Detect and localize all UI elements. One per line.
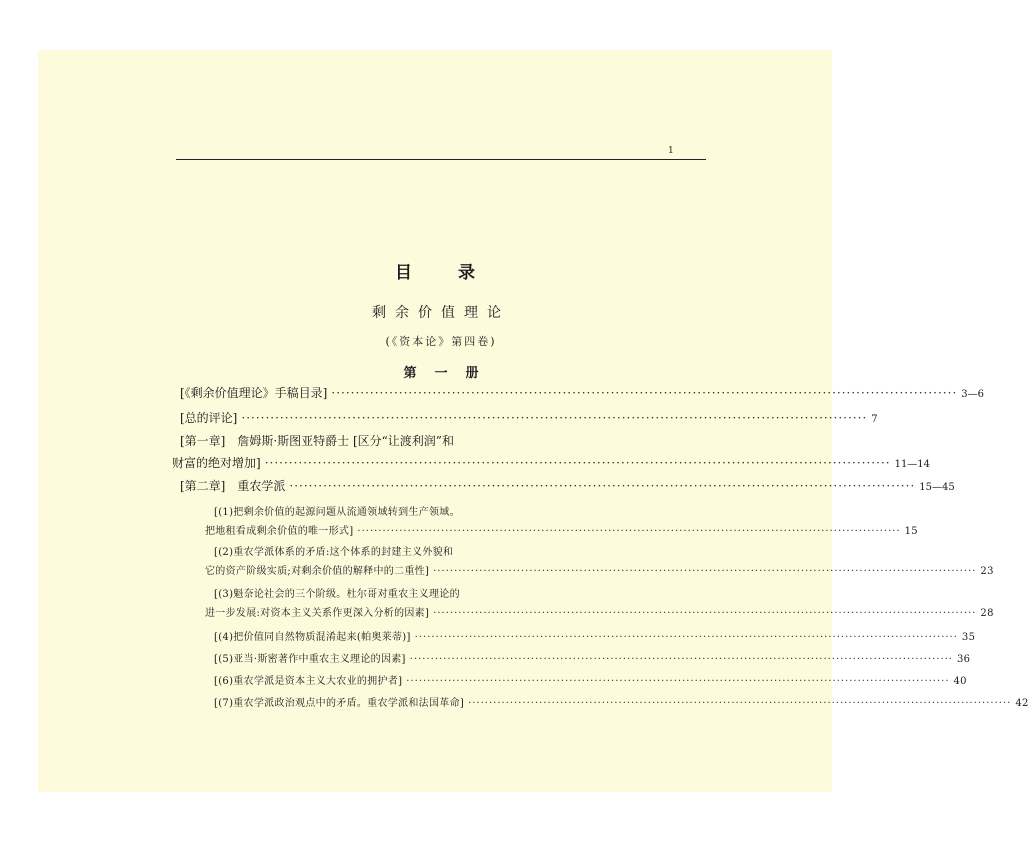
toc-subentry-5[interactable]: [214, 650, 971, 665]
toc-entry-chapter-2[interactable]: [180, 477, 955, 494]
toc-subentry-4[interactable]: [214, 628, 976, 643]
toc-entry-label: [《剩余价值理论》手稿目录]: [180, 386, 328, 400]
toc-entry-pages: 23: [980, 566, 994, 577]
toc-entry-pages: 35: [961, 632, 976, 643]
dot-leader: ··································································································································: [433, 566, 977, 577]
toc-subentry-3[interactable]: [205, 604, 994, 619]
toc-subentry-2-line1[interactable]: [(2)重农学派体系的矛盾:这个体系的封建主义外貌和: [214, 547, 454, 558]
dot-leader: ··································································································································: [433, 608, 977, 619]
toc-entry-pages: 7: [871, 414, 878, 425]
toc-entry-pages: 42: [1015, 698, 1029, 709]
toc-entry-label: [(5)亚当·斯密著作中重农主义理论的因素]: [214, 654, 406, 665]
dot-leader: ··································································································································: [468, 698, 1012, 709]
toc-entry-label: [第二章] 重农学派: [180, 479, 286, 493]
toc-subentry-1[interactable]: [205, 522, 918, 537]
toc-entry-label: 它的资产阶级实质;对剩余价值的解释中的二重性]: [205, 566, 430, 577]
dot-leader: ··································································································································: [289, 479, 916, 493]
toc-subentry-1-line1[interactable]: [(1)把剩余价值的起源问题从流通领域转到生产领域。: [214, 507, 460, 518]
toc-subentry-3-line1[interactable]: [(3)魁奈论社会的三个阶级。杜尔哥对重农主义理论的: [214, 589, 460, 600]
header-rule: [176, 159, 706, 160]
toc-entry-pages: 36: [956, 654, 971, 665]
toc-entry-pages: 15—45: [919, 482, 955, 493]
toc-entry-chapter-1[interactable]: [172, 454, 931, 471]
dot-leader: ··································································································································: [406, 676, 950, 687]
dot-leader: ··································································································································: [241, 411, 868, 425]
page-number: 1: [668, 146, 674, 156]
dot-leader: ··································································································································: [409, 654, 953, 665]
work-subtitle: (《资本论》第四卷): [385, 335, 497, 348]
toc-entry-label: [(4)把价值同自然物质混淆起来(帕奥莱蒂)]: [214, 632, 411, 643]
dot-leader: ··································································································································: [357, 526, 901, 537]
toc-entry-chapter-1-line1[interactable]: [第一章] 詹姆斯·斯图亚特爵士 [区分“让渡利润”和: [180, 434, 454, 448]
toc-title: 目录: [395, 263, 521, 283]
toc-subentry-2[interactable]: [205, 562, 994, 577]
toc-entry-label: [(7)重农学派政治观点中的矛盾。重农学派和法国革命]: [214, 698, 465, 709]
toc-entry-general-remarks[interactable]: [180, 409, 878, 426]
toc-entry-label: 把地租看成剩余价值的唯一形式]: [205, 526, 354, 537]
toc-entry-label: [总的评论]: [180, 411, 238, 425]
toc-subentry-7[interactable]: [214, 694, 1029, 709]
volume-heading: 第一册: [403, 366, 497, 381]
toc-entry-label: 进一步发展:对资本主义关系作更深入分析的因素]: [205, 608, 430, 619]
toc-entry-pages: 40: [953, 676, 967, 687]
toc-entry-pages: 15: [904, 526, 918, 537]
dot-leader: ··································································································································: [264, 456, 891, 470]
toc-entry-label: 财富的绝对增加]: [172, 456, 261, 470]
work-title: 剩余价值理论: [372, 305, 510, 321]
toc-entry-pages: 28: [980, 608, 994, 619]
toc-entry-pages: 11—14: [894, 459, 931, 470]
toc-entry-manuscript-contents[interactable]: [180, 384, 984, 401]
toc-entry-label: [(6)重农学派是资本主义大农业的拥护者]: [214, 676, 403, 687]
toc-entry-pages: 3—6: [961, 389, 984, 400]
dot-leader: ··································································································································: [331, 386, 958, 400]
dot-leader: ··································································································································: [414, 632, 958, 643]
toc-subentry-6[interactable]: [214, 672, 967, 687]
